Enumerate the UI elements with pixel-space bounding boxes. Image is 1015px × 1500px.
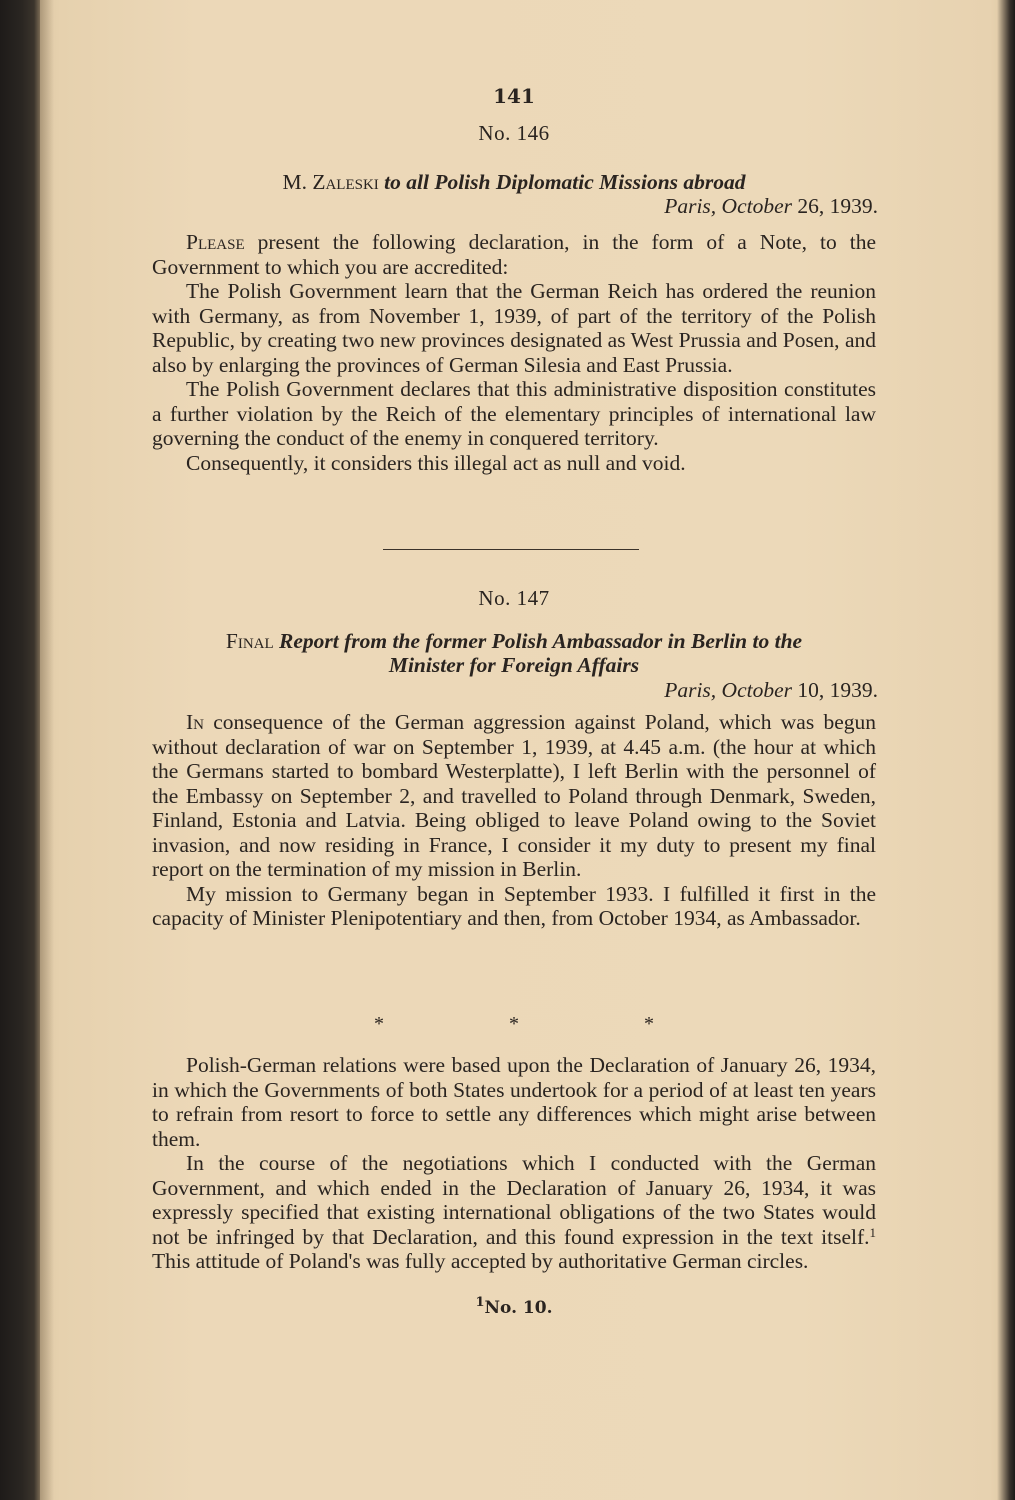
section-separator-stars: * * *	[374, 1013, 714, 1035]
doc147-place: Paris,	[664, 678, 717, 702]
doc147-paragraph-4	[152, 1151, 876, 1274]
footnote-mark: 1	[475, 1295, 485, 1310]
doc146-body	[152, 230, 876, 475]
doc146-paragraph-4: Consequently, it considers this illegal act as null and void.	[186, 450, 686, 475]
document-number-147: No. 147	[478, 586, 550, 610]
doc147-month: October	[721, 678, 792, 702]
doc147-paragraph-3: Polish-German relations were based upon the Declaration of January 26, 1934, in which the Governments of both States undertook for a period of at least ten years to refrain from resort to force to settle any differences which might arise between them.	[152, 1053, 876, 1151]
doc147-title-text: Report from the former Polish Ambassador in Berlin to the	[279, 629, 803, 653]
doc147-title-line-1	[152, 629, 876, 653]
doc147-body-part-2	[152, 1053, 876, 1274]
footnote-reference: 1	[869, 1224, 876, 1240]
doc146-paragraph-2: The Polish Government learn that the German Reich has ordered the reunion with Germany, as from November 1, 1939, of part of the territory of the Polish Republic, by creating two new provinces designated as West Prussia and Posen, and also by enlarging the provinces of German Silesia and East Prussia.	[152, 279, 876, 377]
doc147-heading	[152, 629, 876, 677]
doc146-place: Paris,	[664, 194, 717, 218]
doc146-sender: M. Zaleski	[282, 170, 379, 194]
doc147-title-lead: Final	[225, 629, 274, 653]
doc147-paragraph-1	[152, 710, 876, 882]
doc147-p4-text-a: In the course of the negotiations which I conducted with the German Government, and which ended in the Declaration of January 26, 1934, it was expressly specified that existing international obligations of the two States would not be infringed by that Declaration, and this found expression in the text itself.	[152, 1151, 876, 1249]
footnote	[152, 1295, 876, 1318]
doc147-body-part-1	[152, 710, 876, 931]
doc147-p1-lead: In	[186, 710, 204, 734]
page-number: 141	[493, 84, 535, 108]
footnote-text: No. 10.	[484, 1298, 553, 1318]
doc146-heading	[152, 170, 876, 195]
doc146-dateline	[152, 194, 878, 219]
doc147-p4-text-b: This attitude of Poland's was fully accepted by authoritative German circles.	[152, 1249, 809, 1273]
doc147-date: 10, 1939.	[797, 678, 878, 702]
doc146-paragraph-1	[152, 230, 876, 279]
section-divider	[383, 549, 639, 550]
doc146-month: October	[721, 194, 792, 218]
page-edge-shadow	[997, 0, 1015, 1500]
document-number-146: No. 146	[478, 121, 550, 145]
doc146-date: 26, 1939.	[797, 194, 878, 218]
binding-shadow	[40, 0, 54, 1500]
doc147-p1-text: consequence of the German aggression against Poland, which was begun without declaration of war on September 1, 1939, at 4.45 a.m. (the hour at which the Germans started to bombard Westerplatte), I left Berlin with the personnel of the Embassy on September 2, and travelled to Poland through Denmark, Sweden, Finland, Estonia and Latvia. Being obliged to leave Poland owing to the Soviet invasion, and now residing in France, I consider it my duty to present my final report on the termination of my mission in Berlin.	[152, 710, 876, 881]
doc146-p1-text: present the following declaration, in the form of a Note, to the Government to which you are accredited:	[152, 230, 876, 279]
doc147-paragraph-2: My mission to Germany began in September 1933. I fulfilled it first in the capacity of Minister Plenipotentiary and then, from October 1934, as Ambassador.	[152, 881, 876, 930]
doc146-p1-lead: Please	[186, 230, 245, 254]
doc147-title-line-2: Minister for Foreign Affairs	[388, 653, 640, 677]
doc146-recipient: to all Polish Diplomatic Missions abroad	[384, 170, 746, 194]
doc147-dateline	[152, 678, 878, 703]
doc146-paragraph-3: The Polish Government declares that this administrative disposition constitutes a further violation by the Reich of the elementary principles of international law governing the conduct of the enemy in conquered territory.	[152, 377, 876, 450]
book-binding	[0, 0, 40, 1500]
